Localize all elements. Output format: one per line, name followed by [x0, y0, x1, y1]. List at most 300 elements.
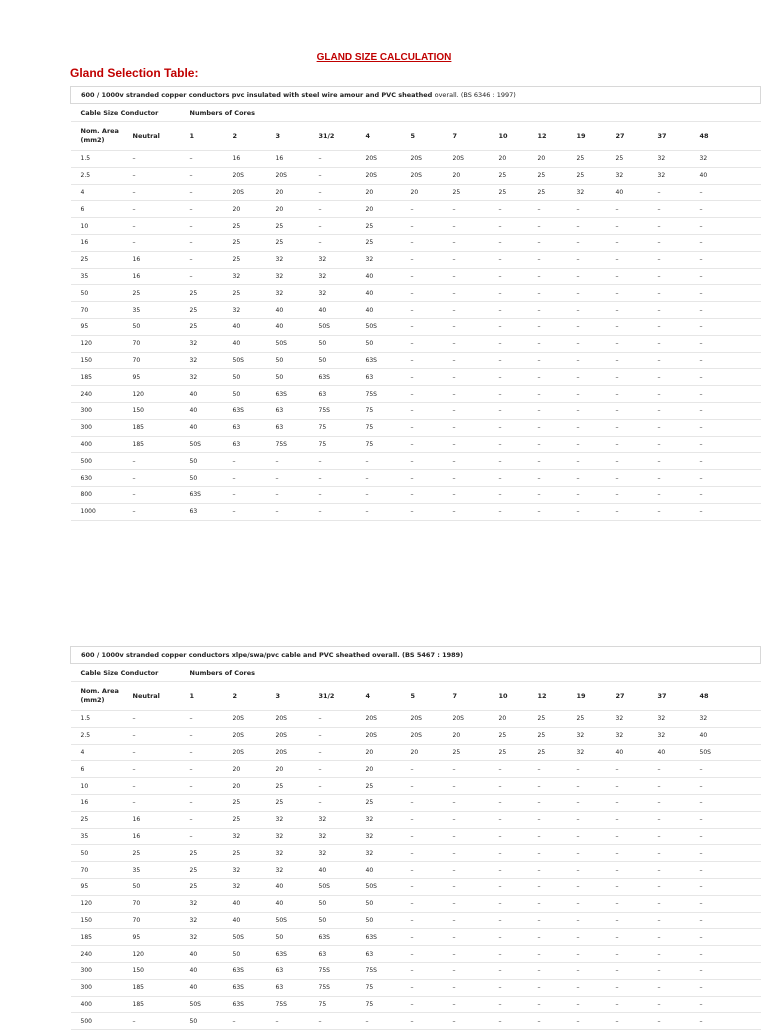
- table-cell: 50S: [364, 878, 409, 895]
- table-cell: –: [614, 302, 656, 319]
- table-cell: 32: [317, 285, 364, 302]
- table-cell: 75: [364, 979, 409, 996]
- table-cell: 63S: [231, 962, 274, 979]
- table-cell: 25: [364, 234, 409, 251]
- table-cell: –: [656, 929, 698, 946]
- caption-note: overall. (BS 6346 : 1997): [434, 91, 516, 99]
- table-cell: –: [614, 234, 656, 251]
- table-cell: 25: [536, 744, 575, 761]
- table-cell: 1000: [71, 503, 131, 520]
- table-header-body: [71, 682, 761, 711]
- table-cell: 25: [536, 167, 575, 184]
- table-cell: –: [575, 794, 614, 811]
- table-cell: –: [656, 234, 698, 251]
- table-cell: 25: [274, 778, 317, 795]
- table-cell: –: [698, 436, 761, 453]
- table-cell: 120: [131, 386, 188, 403]
- table-cell: 75S: [274, 436, 317, 453]
- table-cell: 20S: [231, 184, 274, 201]
- table-cell: 50: [188, 1013, 231, 1030]
- table-cell: –: [497, 878, 536, 895]
- table-cell: 20S: [451, 711, 497, 728]
- table-cell: –: [451, 352, 497, 369]
- table-cell: –: [656, 979, 698, 996]
- table-cell: –: [131, 184, 188, 201]
- table-cell: –: [614, 218, 656, 235]
- table-cell: –: [409, 386, 451, 403]
- table-cell: –: [698, 335, 761, 352]
- table-cell: 185: [71, 369, 131, 386]
- table-cell: –: [698, 996, 761, 1013]
- table-cell: 25: [71, 251, 131, 268]
- table-cell: 63: [231, 419, 274, 436]
- table-cell: –: [364, 503, 409, 520]
- table-cell: 40: [188, 386, 231, 403]
- table-cell: –: [698, 402, 761, 419]
- table-cell: –: [614, 929, 656, 946]
- table-cell: –: [131, 234, 188, 251]
- table-cell: –: [451, 335, 497, 352]
- table-cell: –: [656, 419, 698, 436]
- table-cell: 25: [188, 318, 231, 335]
- table-cell: –: [497, 419, 536, 436]
- table-cell: 40: [231, 318, 274, 335]
- table-cell: –: [409, 419, 451, 436]
- table-cell: 25: [451, 184, 497, 201]
- table-cell: 25: [274, 218, 317, 235]
- table-cell: 25: [575, 167, 614, 184]
- table-cell: 40: [614, 744, 656, 761]
- table-cell: –: [274, 453, 317, 470]
- table-row: [71, 1013, 761, 1030]
- cores-label: Numbers of Cores: [188, 664, 761, 682]
- page-title: GLAND SIZE CALCULATION: [316, 52, 452, 63]
- table-cell: –: [497, 201, 536, 218]
- table-cell: –: [409, 778, 451, 795]
- table-cell: –: [656, 251, 698, 268]
- table-cell: 25: [451, 744, 497, 761]
- table-cell: –: [698, 302, 761, 319]
- column-header: 37: [656, 682, 698, 711]
- table-caption-row: [71, 647, 761, 664]
- table-cell: 500: [71, 453, 131, 470]
- table-cell: –: [409, 201, 451, 218]
- table-row: [71, 486, 761, 503]
- table-cell: –: [451, 979, 497, 996]
- table-cell: –: [614, 794, 656, 811]
- table-cell: –: [451, 486, 497, 503]
- table-row: [71, 470, 761, 487]
- table-cell: –: [274, 470, 317, 487]
- table-cell: 16: [131, 828, 188, 845]
- table-cell: 25: [231, 285, 274, 302]
- table-cell: –: [575, 895, 614, 912]
- table-cell: –: [497, 1013, 536, 1030]
- table-cell: –: [698, 912, 761, 929]
- table-cell: –: [698, 201, 761, 218]
- table-cell: 50: [274, 929, 317, 946]
- table-cell: –: [536, 845, 575, 862]
- table-cell: –: [614, 369, 656, 386]
- table-cell: –: [497, 979, 536, 996]
- table-cell: 120: [71, 335, 131, 352]
- table-cell: –: [656, 811, 698, 828]
- table-cell: –: [656, 486, 698, 503]
- table-row: [71, 167, 761, 184]
- table-cell: –: [698, 486, 761, 503]
- table-subheader-row: [71, 104, 761, 122]
- table-cell: 35: [131, 302, 188, 319]
- table-cell: –: [317, 486, 364, 503]
- table-cell: –: [497, 811, 536, 828]
- table-cell: –: [614, 486, 656, 503]
- table-cell: –: [614, 268, 656, 285]
- table-cell: –: [698, 794, 761, 811]
- table-cell: 40: [274, 318, 317, 335]
- section-heading: Gland Selection Table:: [70, 66, 199, 80]
- table-cell: 10: [71, 218, 131, 235]
- table-cell: 50S: [698, 744, 761, 761]
- table-cell: 95: [131, 369, 188, 386]
- table-cell: 50: [131, 318, 188, 335]
- table-cell: 20S: [451, 151, 497, 168]
- table-row: [71, 151, 761, 168]
- column-header: 31/2: [317, 682, 364, 711]
- table-cell: 20: [274, 184, 317, 201]
- table-cell: 25: [497, 184, 536, 201]
- table-cell: –: [698, 268, 761, 285]
- table-cell: –: [536, 453, 575, 470]
- table-cell: –: [698, 251, 761, 268]
- table-cell: 20S: [274, 711, 317, 728]
- table-cell: 16: [71, 234, 131, 251]
- table-cell: –: [656, 302, 698, 319]
- table-row: [71, 386, 761, 403]
- table-cell: –: [188, 794, 231, 811]
- table-cell: –: [656, 436, 698, 453]
- table-cell: 25: [231, 234, 274, 251]
- table-cell: 32: [188, 335, 231, 352]
- table-cell: –: [614, 979, 656, 996]
- table-cell: 25: [231, 845, 274, 862]
- table-cell: –: [409, 318, 451, 335]
- table-cell: 40: [364, 302, 409, 319]
- table-cell: –: [409, 811, 451, 828]
- table-cell: 32: [274, 811, 317, 828]
- table-cell: –: [497, 845, 536, 862]
- gland-selection-table-2: [70, 646, 761, 1030]
- table-cell: –: [451, 453, 497, 470]
- table-cell: 25: [614, 151, 656, 168]
- table-cell: –: [614, 996, 656, 1013]
- table-cell: –: [409, 285, 451, 302]
- table-cell: –: [698, 828, 761, 845]
- table-cell: –: [536, 369, 575, 386]
- table-cell: 20: [364, 184, 409, 201]
- table-cell: 63S: [231, 979, 274, 996]
- table-cell: –: [451, 503, 497, 520]
- table-cell: –: [451, 386, 497, 403]
- column-header: Neutral: [131, 122, 188, 151]
- table-cell: –: [409, 251, 451, 268]
- table-cell: 20S: [364, 167, 409, 184]
- column-header: 5: [409, 682, 451, 711]
- table-cell: –: [317, 711, 364, 728]
- table-cell: 25: [188, 285, 231, 302]
- table-cell: 32: [188, 895, 231, 912]
- table-cell: 20: [364, 201, 409, 218]
- table-cell: 32: [231, 302, 274, 319]
- table-cell: –: [274, 1013, 317, 1030]
- table-cell: –: [698, 234, 761, 251]
- table-cell: –: [656, 761, 698, 778]
- table-cell: –: [188, 778, 231, 795]
- table-cell: 50: [364, 335, 409, 352]
- table-cell: –: [536, 470, 575, 487]
- table-cell: 32: [317, 251, 364, 268]
- table-cell: –: [656, 470, 698, 487]
- table-cell: –: [614, 251, 656, 268]
- table-row: [71, 503, 761, 520]
- table-cell: 63: [317, 386, 364, 403]
- table-cell: 40: [231, 895, 274, 912]
- table-row: [71, 794, 761, 811]
- table-cell: –: [698, 811, 761, 828]
- table-cell: –: [656, 878, 698, 895]
- table-cell: –: [188, 251, 231, 268]
- table-cell: 32: [188, 369, 231, 386]
- table-cell: 75: [317, 436, 364, 453]
- table-row: [71, 895, 761, 912]
- table-cell: 50: [71, 845, 131, 862]
- table-cell: –: [656, 318, 698, 335]
- table-cell: –: [575, 453, 614, 470]
- table-cell: 50: [188, 453, 231, 470]
- table-cell: –: [614, 419, 656, 436]
- table-cell: –: [188, 167, 231, 184]
- table-cell: –: [188, 761, 231, 778]
- table-cell: 63S: [317, 369, 364, 386]
- table-cell: –: [451, 436, 497, 453]
- table-cell: –: [497, 946, 536, 963]
- table-cell: 1.5: [71, 711, 131, 728]
- table-cell: 20: [451, 167, 497, 184]
- table-cell: 50: [317, 352, 364, 369]
- table-cell: 25: [188, 302, 231, 319]
- table-cell: –: [698, 386, 761, 403]
- table-cell: –: [231, 503, 274, 520]
- table-cell: –: [698, 962, 761, 979]
- column-header: 19: [575, 122, 614, 151]
- table-cell: –: [698, 419, 761, 436]
- table-cell: –: [536, 996, 575, 1013]
- table-cell: –: [575, 251, 614, 268]
- table-cell: 32: [188, 352, 231, 369]
- table-cell: –: [536, 895, 575, 912]
- table-cell: –: [656, 352, 698, 369]
- table-cell: –: [536, 1013, 575, 1030]
- table-cell: –: [575, 878, 614, 895]
- table-cell: 63S: [231, 996, 274, 1013]
- table-cell: –: [575, 996, 614, 1013]
- table-cell: –: [698, 1013, 761, 1030]
- table-row: [71, 436, 761, 453]
- table-cell: –: [536, 302, 575, 319]
- table-cell: –: [614, 470, 656, 487]
- table-cell: –: [614, 335, 656, 352]
- table-cell: –: [497, 778, 536, 795]
- table-cell: –: [317, 151, 364, 168]
- table-cell: 150: [71, 352, 131, 369]
- table-cell: –: [231, 486, 274, 503]
- table-cell: –: [231, 470, 274, 487]
- table-row: [71, 302, 761, 319]
- table-cell: 25: [575, 711, 614, 728]
- table-cell: 63: [274, 419, 317, 436]
- table-cell: 20S: [409, 167, 451, 184]
- table-cell: –: [188, 151, 231, 168]
- table-cell: 120: [131, 946, 188, 963]
- table-cell: 32: [575, 727, 614, 744]
- table-cell: –: [451, 828, 497, 845]
- table-cell: 20: [274, 201, 317, 218]
- table-cell: –: [575, 218, 614, 235]
- table-cell: 40: [231, 912, 274, 929]
- column-header: 2: [231, 122, 274, 151]
- table-cell: –: [536, 828, 575, 845]
- table-cell: –: [575, 201, 614, 218]
- table-cell: 32: [698, 711, 761, 728]
- table-cell: 240: [71, 946, 131, 963]
- table-cell: –: [451, 285, 497, 302]
- table-cell: 50S: [231, 352, 274, 369]
- table-cell: –: [188, 218, 231, 235]
- table-cell: –: [536, 862, 575, 879]
- table-cell: 50S: [364, 318, 409, 335]
- table-cell: –: [451, 1013, 497, 1030]
- table-cell: –: [575, 761, 614, 778]
- table-cell: 50S: [188, 996, 231, 1013]
- table-cell: –: [451, 778, 497, 795]
- table-header-body: [71, 122, 761, 151]
- table-cell: 32: [317, 268, 364, 285]
- table-cell: 150: [131, 402, 188, 419]
- table-cell: 32: [317, 811, 364, 828]
- table-cell: 35: [71, 828, 131, 845]
- table-cell: 25: [536, 184, 575, 201]
- table-cell: 40: [231, 335, 274, 352]
- table-cell: –: [575, 1013, 614, 1030]
- table-cell: 75: [364, 419, 409, 436]
- table-row: [71, 828, 761, 845]
- table-cell: –: [497, 369, 536, 386]
- table-cell: –: [451, 402, 497, 419]
- table-cell: 25: [188, 862, 231, 879]
- table-cell: 50: [364, 912, 409, 929]
- table-cell: –: [317, 218, 364, 235]
- table-cell: 63: [274, 962, 317, 979]
- table-cell: –: [451, 929, 497, 946]
- table-cell: –: [231, 1013, 274, 1030]
- table-cell: 40: [698, 167, 761, 184]
- table-cell: –: [656, 386, 698, 403]
- table-row: [71, 285, 761, 302]
- column-header: 1: [188, 122, 231, 151]
- table-cell: –: [536, 811, 575, 828]
- table-cell: –: [451, 862, 497, 879]
- table-cell: –: [536, 486, 575, 503]
- table-cell: –: [131, 201, 188, 218]
- table-cell: 75: [364, 402, 409, 419]
- table-cell: –: [317, 184, 364, 201]
- table-cell: –: [536, 201, 575, 218]
- table-cell: 40: [274, 878, 317, 895]
- table-cell: –: [575, 285, 614, 302]
- table-cell: 63: [364, 369, 409, 386]
- table-cell: 32: [317, 845, 364, 862]
- table-cell: –: [451, 811, 497, 828]
- column-header: 31/2: [317, 122, 364, 151]
- table-cell: –: [451, 201, 497, 218]
- table-cell: –: [698, 369, 761, 386]
- table-cell: –: [409, 845, 451, 862]
- table-cell: –: [698, 862, 761, 879]
- table-cell: 20S: [274, 727, 317, 744]
- table-cell: 35: [131, 862, 188, 879]
- table-cell: 16: [131, 251, 188, 268]
- table-cell: –: [614, 436, 656, 453]
- table-cell: –: [575, 979, 614, 996]
- table-cell: 25: [231, 794, 274, 811]
- table-cell: –: [317, 503, 364, 520]
- table-cell: –: [451, 912, 497, 929]
- table-cell: –: [317, 453, 364, 470]
- column-header: 2: [231, 682, 274, 711]
- table-cell: 32: [274, 285, 317, 302]
- table-cell: –: [451, 996, 497, 1013]
- table-cell: –: [536, 912, 575, 929]
- table-cell: –: [497, 335, 536, 352]
- table-cell: 35: [71, 268, 131, 285]
- table-cell: –: [536, 794, 575, 811]
- table-cell: –: [364, 453, 409, 470]
- table-cell: –: [451, 419, 497, 436]
- table-cell: 150: [71, 912, 131, 929]
- table-cell: –: [497, 268, 536, 285]
- table-cell: 400: [71, 996, 131, 1013]
- table-cell: 240: [71, 386, 131, 403]
- table-cell: –: [451, 845, 497, 862]
- table-row: [71, 778, 761, 795]
- table-cell: 25: [364, 778, 409, 795]
- table-cell: –: [656, 962, 698, 979]
- table-cell: 16: [131, 811, 188, 828]
- table-cell: –: [614, 503, 656, 520]
- column-header: 1: [188, 682, 231, 711]
- table-cell: 32: [614, 727, 656, 744]
- table-cell: –: [575, 318, 614, 335]
- table-cell: 16: [231, 151, 274, 168]
- table-cell: –: [575, 386, 614, 403]
- table-cell: –: [409, 503, 451, 520]
- table-cell: –: [698, 318, 761, 335]
- table-cell: –: [698, 184, 761, 201]
- table-cell: 25: [536, 711, 575, 728]
- table-cell: 32: [274, 845, 317, 862]
- table-cell: –: [614, 285, 656, 302]
- table-cell: –: [575, 234, 614, 251]
- table-cell: 75S: [317, 402, 364, 419]
